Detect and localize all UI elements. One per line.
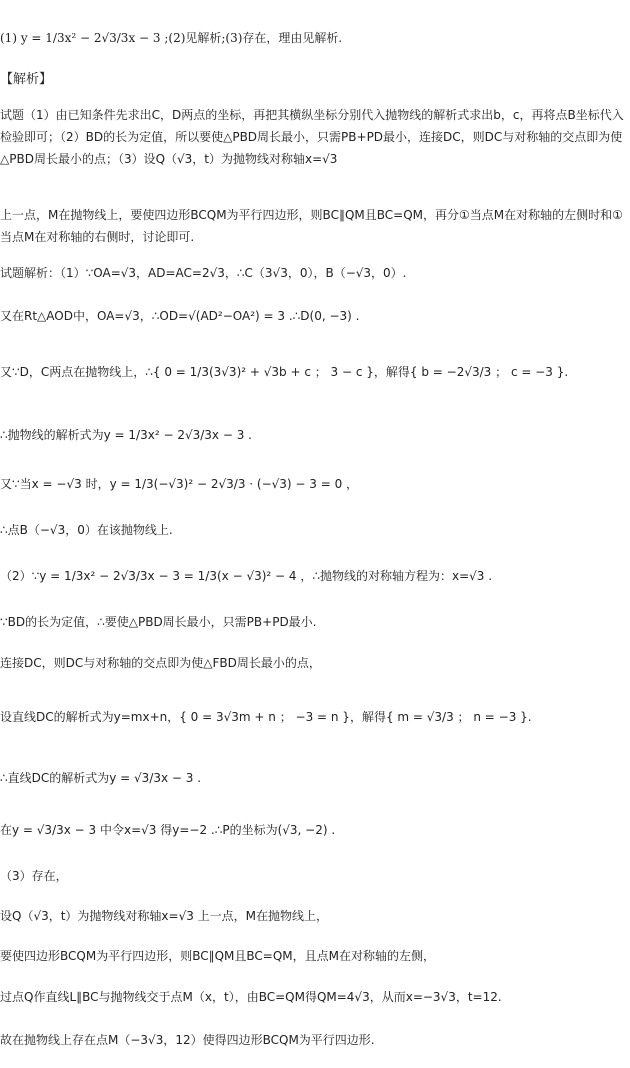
section-title: 【解析】 xyxy=(0,72,53,87)
solution-line: 要使四边形BCQM为平行四边形，则BC∥QM且BC=QM，且点M在对称轴的左侧， xyxy=(0,949,436,963)
solution-line: 又∵D，C两点在抛物线上，∴{ 0 = 1/3(3√3)² + √3b + c ； 3 − c }，解得{ b = −2√3/3 ； c = −3 }. xyxy=(0,365,569,379)
solution-line: 又∵当x = −√3 时，y = 1/3(−√3)² − 2√3/3 · (−√3) − 3 = 0 ， xyxy=(0,477,359,491)
solution-line: （2）∵y = 1/3x² − 2√3/3x − 3 = 1/3(x − √3)² − 4 ，∴抛物线的对称轴方程为：x=√3 . xyxy=(0,569,493,583)
analysis-paragraph: 试题（1）由已知条件先求出C，D两点的坐标，再把其横纵坐标分别代入抛物线的解析式求出b，c，再将点B坐标代入检验即可；（2）BD的长为定值，所以要使△PBD周长最小，只需PB+PD最小，连接DC，则DC与对称轴的交点即为使△PBD周长最小的点；（3）设Q（√3，t）为抛物线对称轴x=√3 xyxy=(0,108,624,166)
solution-line: ∴点B（−√3，0）在该抛物线上. xyxy=(0,523,173,537)
solution-line: 过点Q作直线L∥BC与抛物线交于点M（x，t），由BC=QM得QM=4√3，从而x=−3√3，t=12. xyxy=(0,990,502,1004)
solution-line: 在y = √3/3x − 3 中令x=√3 得y=−2 .∴P的坐标为(√3, −2) . xyxy=(0,823,336,837)
solution-line: ∴抛物线的解析式为y = 1/3x² − 2√3/3x − 3 . xyxy=(0,428,252,442)
analysis-continuation: 上一点，M在抛物线上，要使四边形BCQM为平行四边形，则BC∥QM且BC=QM，再分①当点M在对称轴的左侧时和①当点M在对称轴的右侧时，讨论即可. xyxy=(0,208,623,244)
solution-line: 设直线DC的解析式为y=mx+n，{ 0 = 3√3m + n ； −3 = n }，解得{ m = √3/3 ； n = −3 }. xyxy=(0,710,532,724)
solution-line: 设Q（√3，t）为抛物线对称轴x=√3 上一点，M在抛物线上， xyxy=(0,909,329,923)
solution-line: 故在抛物线上存在点M（−3√3，12）使得四边形BCQM为平行四边形. xyxy=(0,1033,375,1047)
solution-line: 试题解析：（1）∵OA=√3，AD=AC=2√3，∴C（3√3，0），B（−√3，0）. xyxy=(0,266,407,280)
answer-line: (1) y = 1/3x² − 2√3/3x − 3 ;(2)见解析;(3)存在，理由见解析. xyxy=(0,31,343,45)
solution-line: ∴直线DC的解析式为y = √3/3x − 3 . xyxy=(0,771,202,785)
solution-line: 连接DC，则DC与对称轴的交点即为使△FBD周长最小的点， xyxy=(0,656,321,670)
solution-line: 又在Rt△AOD中，OA=√3，∴OD=√(AD²−OA²) = 3 .∴D(0, −3) . xyxy=(0,309,360,323)
solution-line: ∵BD的长为定值，∴要使△PBD周长最小，只需PB+PD最小. xyxy=(0,615,317,629)
solution-line: （3）存在， xyxy=(0,869,68,883)
